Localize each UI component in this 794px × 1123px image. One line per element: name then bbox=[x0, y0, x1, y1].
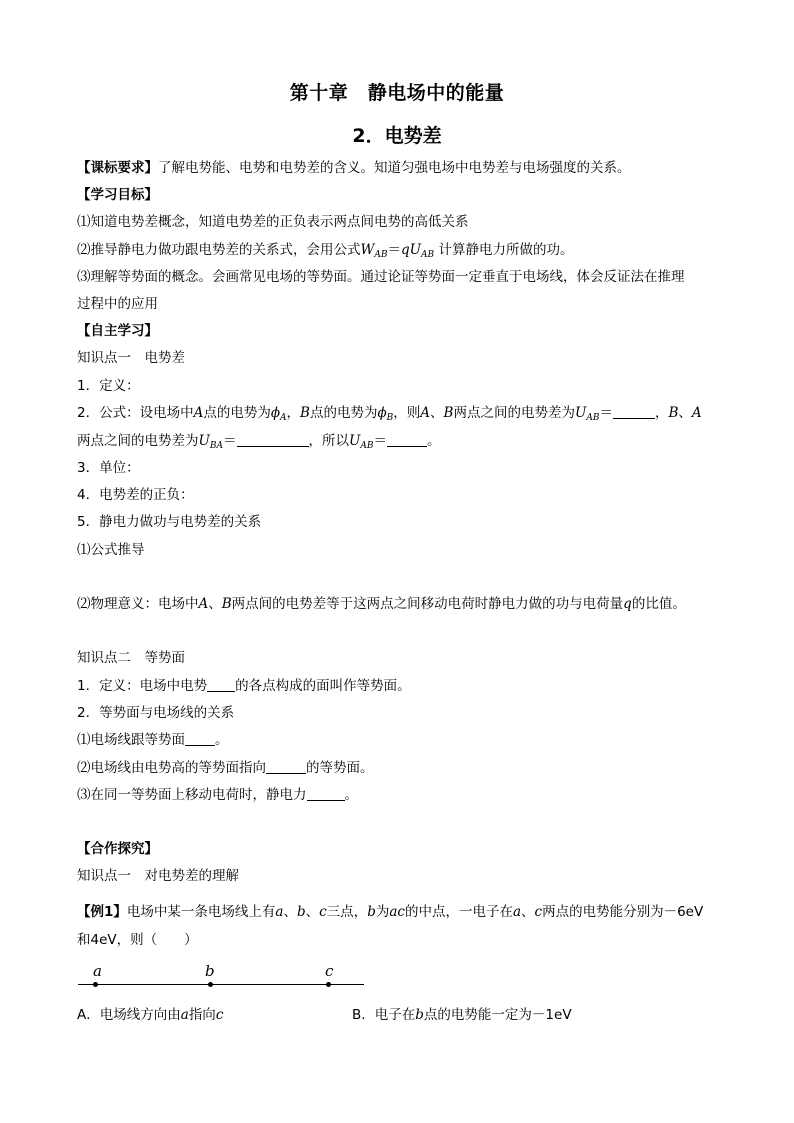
u-sub: AB bbox=[586, 413, 600, 423]
text: 为 bbox=[375, 904, 390, 920]
section-title: 2．电势差 bbox=[352, 125, 442, 147]
text: 两点之间的电势差为 bbox=[77, 433, 199, 449]
var-b: B bbox=[443, 405, 454, 421]
objective-1: ⑴知道电势差概念，知道电势差的正负表示两点间电势的高低关系 bbox=[77, 214, 469, 230]
u-sub: BA bbox=[209, 441, 224, 451]
formula-qu-sub: AB bbox=[421, 250, 435, 260]
option-b[interactable] bbox=[352, 1006, 572, 1024]
point-c-label: c bbox=[325, 962, 334, 980]
text: 、 bbox=[521, 904, 535, 920]
work-relation-line: 5．静电力做功与电势差的关系 bbox=[77, 514, 262, 530]
relation-1 bbox=[77, 731, 229, 749]
point-a-dot bbox=[93, 982, 98, 987]
objectives-label: 【学习目标】 bbox=[77, 187, 158, 203]
text: ⑵电场线由电势高的等势面指向 bbox=[77, 760, 266, 776]
requirements-text: 了解电势能、电势和电势差的含义。知道匀强电场中电势差与电场强度的关系。 bbox=[158, 160, 631, 176]
text: 2．公式：设电场中 bbox=[77, 405, 194, 421]
text: 的各点构成的面叫作等势面。 bbox=[235, 678, 411, 694]
field-line bbox=[78, 984, 364, 985]
definition-line: 1．定义： bbox=[77, 378, 140, 394]
relation-2 bbox=[77, 759, 374, 777]
answer-blank-uba[interactable] bbox=[237, 433, 309, 447]
var-b: b bbox=[415, 1007, 424, 1023]
point-c-dot bbox=[326, 982, 331, 987]
text: 。 bbox=[215, 732, 229, 748]
var-b: B bbox=[300, 405, 310, 421]
text: ＝ bbox=[599, 405, 613, 421]
example-label: 【例1】 bbox=[77, 904, 127, 920]
coop-kp1-title: 知识点一 对电势差的理解 bbox=[77, 868, 239, 884]
text: ，则 bbox=[393, 405, 421, 421]
text: 的中点，一电子在 bbox=[404, 904, 513, 920]
var-c: c bbox=[215, 1007, 224, 1023]
text: ⑵物理意义：电场中 bbox=[77, 596, 199, 612]
meaning-line bbox=[77, 595, 686, 613]
var-b: B bbox=[668, 405, 679, 421]
text: ，所以 bbox=[308, 433, 350, 449]
text: B．电子在 bbox=[352, 1007, 416, 1023]
text: 指向 bbox=[188, 1007, 216, 1023]
point-b-dot bbox=[208, 982, 213, 987]
objective-3-line2: 过程中的应用 bbox=[77, 296, 158, 312]
option-a[interactable] bbox=[77, 1006, 223, 1024]
coop-label: 【合作探究】 bbox=[77, 841, 158, 857]
unit-line: 3．单位： bbox=[77, 460, 140, 476]
text: 电场中某一条电场线上有 bbox=[126, 904, 276, 920]
sign-line: 4．电势差的正负： bbox=[77, 487, 194, 503]
u-sub: AB bbox=[360, 441, 374, 451]
formula-line-2 bbox=[77, 432, 441, 455]
equipotential-relation: 2．等势面与电场线的关系 bbox=[77, 705, 235, 721]
var-b: B bbox=[221, 596, 232, 612]
var-c: c bbox=[319, 904, 327, 920]
var-a: A bbox=[420, 405, 431, 421]
answer-blank-uab[interactable] bbox=[613, 405, 655, 419]
text: 的比值。 bbox=[631, 596, 686, 612]
text: 、 bbox=[430, 405, 444, 421]
phi-b-sub: B bbox=[386, 413, 394, 423]
var-a: A bbox=[198, 596, 209, 612]
text: 。 bbox=[344, 787, 358, 803]
phi-a-sub: A bbox=[280, 413, 287, 423]
self-study-label: 【自主学习】 bbox=[77, 323, 158, 339]
var-q: q bbox=[623, 596, 632, 612]
point-a-label: a bbox=[93, 962, 102, 980]
text: A．电场线方向由 bbox=[77, 1007, 181, 1023]
objective-2 bbox=[77, 241, 573, 264]
formula-line-1 bbox=[77, 404, 702, 427]
example-line-1 bbox=[77, 903, 703, 921]
text: 、 bbox=[678, 405, 692, 421]
text: 两点间的电势差等于这两点之间移动电荷时静电力做的功与电荷量 bbox=[231, 596, 624, 612]
text: 。 bbox=[427, 433, 441, 449]
kp2-title: 知识点二 等势面 bbox=[77, 650, 185, 666]
var-a: a bbox=[512, 904, 522, 920]
text: ＝ bbox=[373, 433, 388, 449]
chapter-title: 第十章 静电场中的能量 bbox=[289, 82, 505, 104]
derive-line: ⑴公式推导 bbox=[77, 542, 145, 558]
objective-3-line1: ⑶理解等势面的概念。会画常见电场的等势面。通过论证等势面一定垂直于电场线，体会反证法在推理 bbox=[77, 269, 685, 285]
var-a: a bbox=[180, 1007, 189, 1023]
text: ⑶在同一等势面上移动电荷时，静电力 bbox=[77, 787, 307, 803]
var-a: A bbox=[691, 405, 702, 421]
text: 三点， bbox=[326, 904, 368, 920]
text: ， bbox=[654, 405, 669, 421]
answer-blank-r2[interactable] bbox=[266, 760, 306, 774]
var-u: U bbox=[574, 405, 587, 421]
answer-blank-r1[interactable] bbox=[185, 732, 215, 746]
text: 、 bbox=[283, 904, 297, 920]
var-a: a bbox=[275, 904, 284, 920]
text: ＝ bbox=[223, 433, 237, 449]
point-b-label: b bbox=[205, 962, 215, 980]
relation-3 bbox=[77, 786, 358, 804]
var-u: U bbox=[349, 433, 361, 449]
answer-blank-def[interactable] bbox=[207, 678, 235, 692]
text: 点的电势为 bbox=[309, 405, 378, 421]
var-c: c bbox=[534, 904, 543, 920]
text: 两点之间的电势差为 bbox=[453, 405, 575, 421]
objective-2-tail: 计算静电力所做的功。 bbox=[434, 242, 574, 258]
var-b: b bbox=[367, 904, 376, 920]
example-line-2: 和4eV，则（ ） bbox=[77, 932, 198, 948]
formula-eq: ＝ bbox=[387, 242, 402, 258]
text: 点的电势为 bbox=[203, 405, 271, 421]
requirements-label: 【课标要求】 bbox=[77, 160, 158, 176]
var-ac: ac bbox=[389, 904, 405, 920]
formula-w-sub: AB bbox=[374, 250, 388, 260]
formula-w: W bbox=[360, 242, 375, 258]
answer-blank-r3[interactable] bbox=[307, 787, 345, 801]
objective-2-text: ⑵推导静电力做功跟电势差的关系式，会用公式 bbox=[77, 242, 361, 258]
text: 1．定义：电场中电势 bbox=[77, 678, 208, 694]
var-b: b bbox=[296, 904, 306, 920]
answer-blank-uab-2[interactable] bbox=[387, 433, 427, 447]
text: 两点的电势能分别为－6eV bbox=[542, 904, 704, 920]
text: 、 bbox=[305, 904, 320, 920]
formula-qu: qU bbox=[401, 242, 422, 258]
text: 、 bbox=[208, 596, 222, 612]
text: 的等势面。 bbox=[306, 760, 374, 776]
phi-b: ϕ bbox=[377, 405, 387, 421]
text: ， bbox=[286, 405, 301, 421]
var-a: A bbox=[193, 405, 204, 421]
equipotential-def bbox=[77, 677, 411, 695]
kp1-title: 知识点一 电势差 bbox=[77, 350, 185, 366]
text: 点的电势能一定为－1eV bbox=[423, 1007, 572, 1023]
requirements-line bbox=[77, 159, 631, 177]
text: ⑴电场线跟等势面 bbox=[77, 732, 185, 748]
var-u: U bbox=[198, 433, 210, 449]
phi-a: ϕ bbox=[270, 405, 281, 421]
